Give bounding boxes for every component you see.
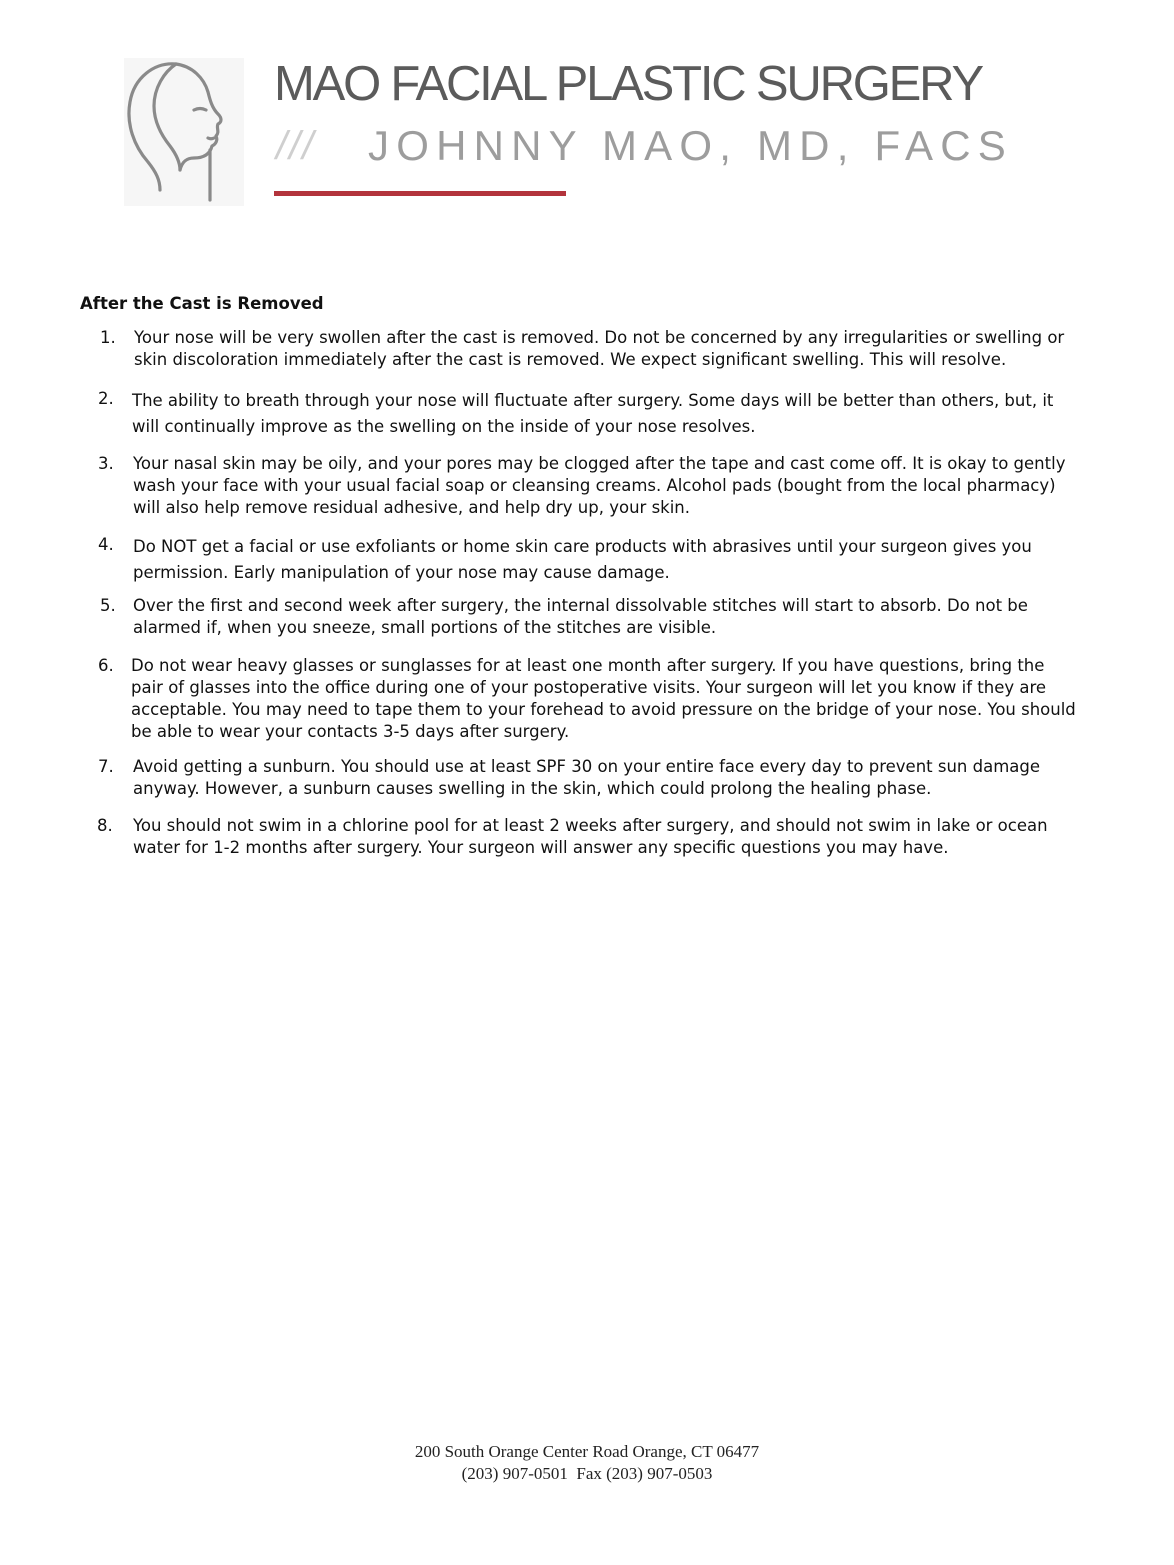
brand-title: MAO FACIAL PLASTIC SURGERY [274,57,982,111]
item-number: 3. [98,454,114,473]
item-number: 4. [98,535,114,554]
footer-address: 200 South Orange Center Road Orange, CT 06477 [414,1442,760,1461]
item-text: Do not wear heavy glasses or sunglasses for at least one month after surgery. If you have questions, bring the pair of glasses into the office during one of your postoperative visits. Your surgeon will let you know if they are acceptable. You may need to tape them to your forehead to avoid pressure on the bridge of your nose. You should be able to wear your contacts 3-5 days after surgery. [131,656,1076,741]
footer-phone-fax: (203) 907-0501 Fax (203) 907-0503 [461,1464,713,1483]
letterhead [0,0,1174,220]
item-number: 7. [98,757,114,776]
item-text: Do NOT get a facial or use exfoliants or home skin care products with abrasives until your surgeon gives you permission. Early manipulation of your nose may cause damage. [133,537,1032,582]
brand-slashes-decoration: /// [276,124,316,168]
footer-contact [0,1441,1174,1485]
face-profile-logo-icon [124,58,244,206]
item-text: Your nose will be very swollen after the cast is removed. Do not be concerned by any irregularities or swelling or skin discoloration immediately after the cast is removed. We expect significant swelling. This will resolve. [134,328,1065,369]
item-text: You should not swim in a chlorine pool for at least 2 weeks after surgery, and should not swim in lake or ocean water for 1-2 months after surgery. Your surgeon will answer any specific questions you may have. [133,816,1048,857]
section-title: After the Cast is Removed [80,294,324,313]
item-number: 1. [100,328,116,347]
brand-subtitle: JOHNNY MAO, MD, FACS [368,122,1013,169]
item-number: 6. [98,656,114,675]
item-number: 2. [98,389,114,408]
item-text: Your nasal skin may be oily, and your pores may be clogged after the tape and cast come off. It is okay to gently wash your face with your usual facial soap or cleansing creams. Alcohol pads (bought from the local pharmacy) will also help remove residual adhesive, and help dry up, your skin. [133,454,1066,517]
item-text: The ability to breath through your nose will fluctuate after surgery. Some days will be better than others, but, it will continually improve as the swelling on the inside of your nose resolves. [132,391,1054,436]
item-number: 5. [100,596,116,615]
brand-accent-rule [274,191,566,196]
item-number: 8. [97,816,113,835]
item-text: Avoid getting a sunburn. You should use at least SPF 30 on your entire face every day to prevent sun damage anyway. However, a sunburn causes swelling in the skin, which could prolong the healing phase. [133,757,1041,798]
item-text: Over the first and second week after surgery, the internal dissolvable stitches will start to absorb. Do not be alarmed if, when you sneeze, small portions of the stitches are visible. [133,596,1028,637]
